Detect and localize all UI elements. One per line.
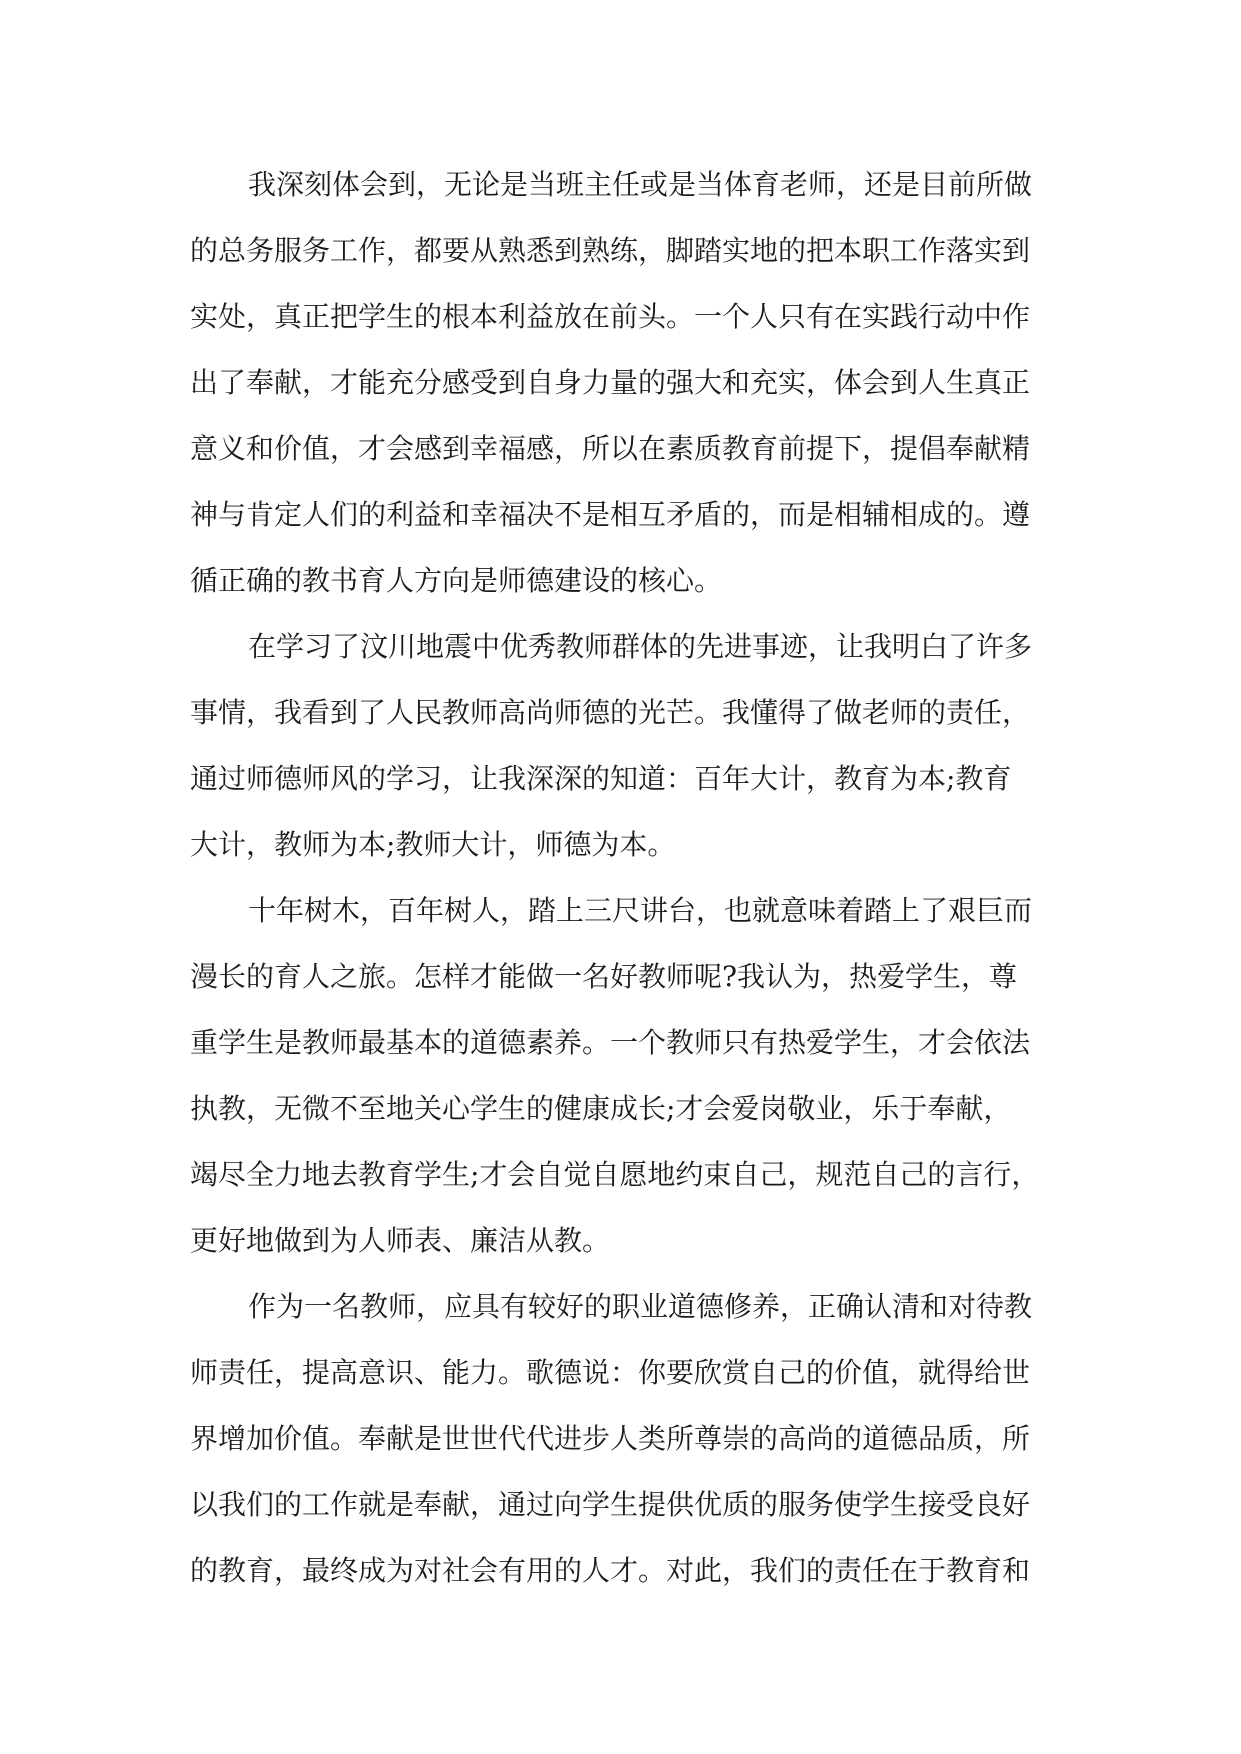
text-line: 神与肯定人们的利益和幸福决不是相互矛盾的，而是相辅相成的。遵 bbox=[190, 498, 1031, 531]
text-line: 执教，无微不至地关心学生的健康成长;才会爱岗敬业，乐于奉献， bbox=[190, 1092, 1012, 1125]
text-line: 循正确的教书育人方向是师德建设的核心。 bbox=[190, 564, 723, 597]
text-line: 事情，我看到了人民教师高尚师德的光芒。我懂得了做老师的责任， bbox=[190, 696, 1031, 729]
text-line: 我深刻体会到，无论是当班主任或是当体育老师，还是目前所做 bbox=[248, 168, 1033, 201]
text-line: 作为一名教师，应具有较好的职业道德修养，正确认清和对待教 bbox=[248, 1290, 1033, 1323]
text-line: 实处，真正把学生的根本利益放在前头。一个人只有在实践行动中作 bbox=[190, 300, 1031, 333]
text-line: 通过师德师风的学习，让我深深的知道：百年大计，教育为本;教育 bbox=[190, 762, 1012, 795]
text-line: 意义和价值，才会感到幸福感，所以在素质教育前提下，提倡奉献精 bbox=[190, 432, 1031, 465]
text-line: 大计，教师为本;教师大计，师德为本。 bbox=[190, 828, 676, 861]
text-line: 出了奉献，才能充分感受到自身力量的强大和充实，体会到人生真正 bbox=[190, 366, 1031, 399]
text-line: 重学生是教师最基本的道德素养。一个教师只有热爱学生，才会依法 bbox=[190, 1026, 1031, 1059]
text-line: 界增加价值。奉献是世世代代进步人类所尊崇的高尚的道德品质，所 bbox=[190, 1422, 1031, 1455]
text-line: 师责任，提高意识、能力。歌德说：你要欣赏自己的价值，就得给世 bbox=[190, 1356, 1031, 1389]
text-line: 在学习了汶川地震中优秀教师群体的先进事迹，让我明白了许多 bbox=[248, 630, 1033, 663]
paragraph-4 bbox=[190, 1274, 1060, 1604]
text-line: 的教育，最终成为对社会有用的人才。对此，我们的责任在于教育和 bbox=[190, 1554, 1031, 1587]
text-line: 漫长的育人之旅。怎样才能做一名好教师呢?我认为，热爱学生，尊 bbox=[190, 960, 1018, 993]
text-line: 竭尽全力地去教育学生;才会自觉自愿地约束自己，规范自己的言行， bbox=[190, 1158, 1040, 1191]
paragraph-3 bbox=[190, 878, 1060, 1274]
document-body bbox=[190, 152, 1060, 1604]
paragraph-2 bbox=[190, 614, 1060, 878]
text-line: 以我们的工作就是奉献，通过向学生提供优质的服务使学生接受良好 bbox=[190, 1488, 1031, 1521]
text-line: 更好地做到为人师表、廉洁从教。 bbox=[190, 1224, 611, 1257]
text-line: 的总务服务工作，都要从熟悉到熟练，脚踏实地的把本职工作落实到 bbox=[190, 234, 1031, 267]
paragraph-1 bbox=[190, 152, 1060, 614]
text-line: 十年树木，百年树人，踏上三尺讲台，也就意味着踏上了艰巨而 bbox=[248, 894, 1033, 927]
